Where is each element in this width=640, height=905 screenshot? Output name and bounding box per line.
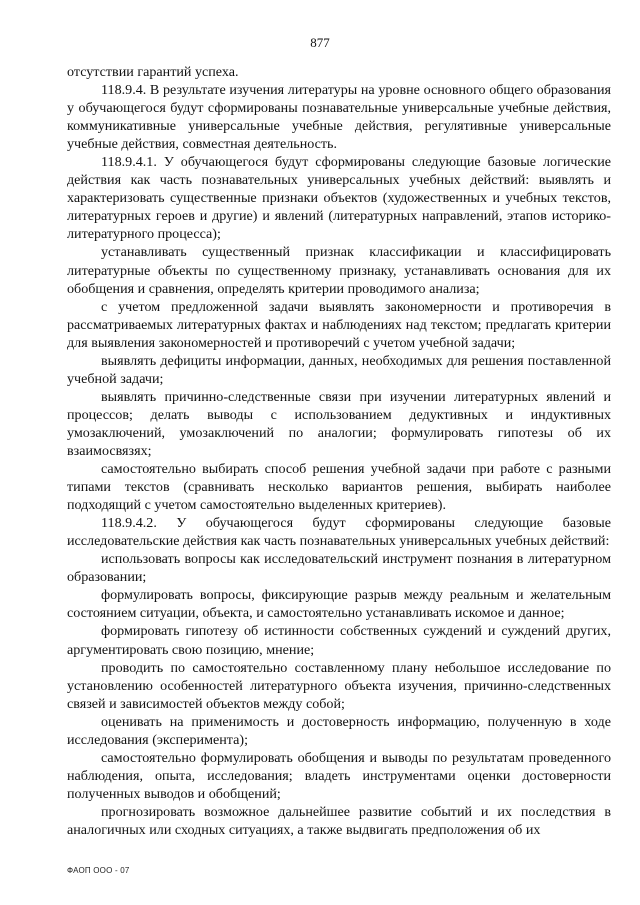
page-number: 877 [310,35,330,50]
list-item-research: проводить по самостоятельно составленному плану небольшое исследование по установлению особенностей литературного объекта изучения, причинно-следственных связей и зависимостей объектов между собой; [67,659,611,712]
paragraph-118-9-4-1: 118.9.4.1. У обучающегося будут сформированы следующие базовые логические действия как часть познавательных универсальных учебных действий: выявлять и характеризовать существенные признаки объектов (художественных и учебных текстов, литературных героев и другие) и явлений (литературных направлений, этапов историко-литературного процесса); [67,154,611,243]
list-item-evaluate-info: оценивать на применимость и достоверность информацию, полученную в ходе исследования (эксперимента); [67,713,611,748]
list-item-info-deficits: выявлять дефициты информации, данных, необходимых для решения поставленной учебной задачи; [67,352,611,387]
body-text [67,63,611,839]
list-item-generalize: самостоятельно формулировать обобщения и выводы по результатам проведенного наблюдения, опыта, исследования; владеть инструментами оценки достоверности полученных выводов и обобщений; [67,749,611,802]
document-code: ФАОП ООО - 07 [67,866,130,875]
list-item-patterns: с учетом предложенной задачи выявлять закономерности и противоречия в рассматриваемых литературных фактах и наблюдениях над текстом; предлагать критерии для выявления закономерностей и противоречий с учетом учебной задачи; [67,298,611,351]
paragraph-118-9-4-2: 118.9.4.2. У обучающегося будут сформированы следующие базовые исследовательские действия как часть познавательных универсальных учебных действий: [67,515,611,550]
paragraph-continuation: отсутствии гарантий успеха. [67,64,239,80]
list-item-classify: устанавливать существенный признак классификации и классифицировать литературные объекты по существенному признаку, устанавливать основания для их обобщения и сравнения, определять критерии проводимого анализа; [67,244,611,297]
list-item-forecast: прогнозировать возможное дальнейшее развитие событий и их последствия в аналогичных или сходных ситуациях, а также выдвигать предположения об их [67,803,611,838]
list-item-formulate-questions: формулировать вопросы, фиксирующие разрыв между реальным и желательным состоянием ситуации, объекта, и самостоятельно устанавливать искомое и данное; [67,587,611,622]
paragraph-118-9-4: 118.9.4. В результате изучения литературы на уровне основного общего образования у обучающегося будут сформированы познавательные универсальные учебные действия, коммуникативные универсальные учебные действия, регулятивные универсальные учебные действия, совместная деятельность. [67,82,611,153]
list-item-causal-links: выявлять причинно-следственные связи при изучении литературных явлений и процессов; делать выводы с использованием дедуктивных и индуктивных умозаключений, умозаключений по аналогии; формулировать гипотезы об их взаимосвязях; [67,388,611,459]
list-item-questions: использовать вопросы как исследовательский инструмент познания в литературном образовании; [67,551,611,586]
list-item-hypothesis: формировать гипотезу об истинности собственных суждений и суждений других, аргументировать свою позицию, мнение; [67,623,611,658]
list-item-solution-method: самостоятельно выбирать способ решения учебной задачи при работе с разными типами текстов (сравнивать несколько вариантов решения, выбирать наиболее подходящий с учетом самостоятельно выделенных критериев). [67,461,611,514]
